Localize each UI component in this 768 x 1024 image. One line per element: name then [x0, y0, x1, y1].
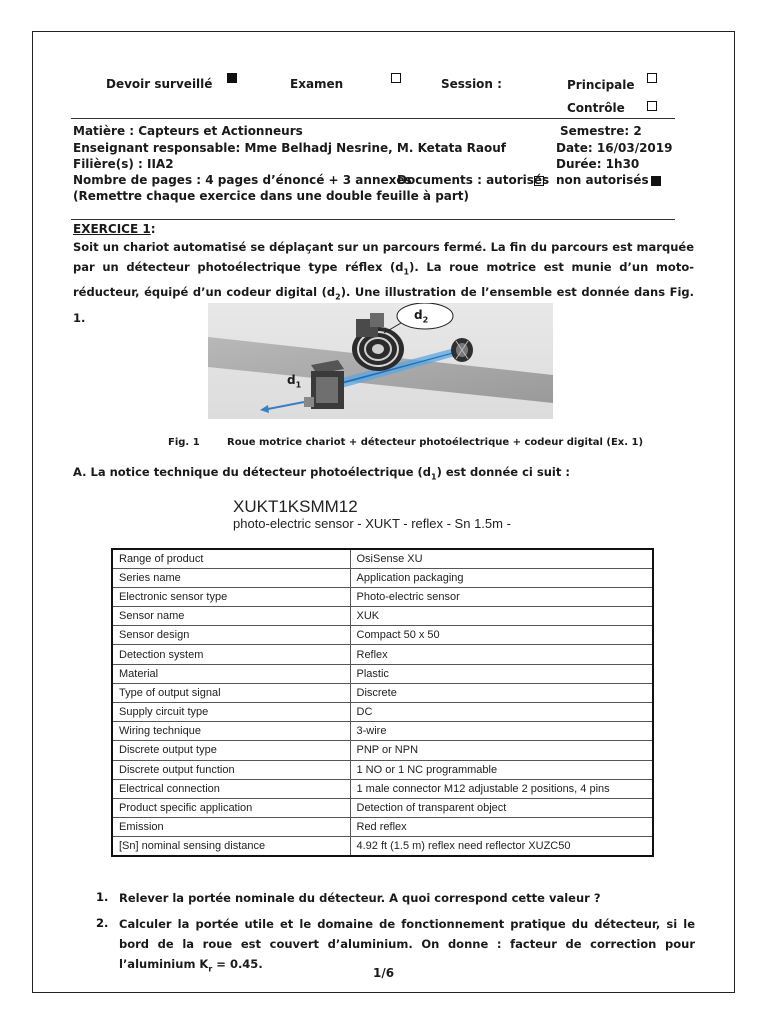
- header-divider-top: [71, 118, 675, 119]
- spec-key: [Sn] nominal sensing distance: [112, 837, 350, 856]
- principale-label: Principale: [567, 78, 635, 92]
- spec-value: Discrete: [350, 683, 653, 702]
- spec-row: [112, 549, 653, 568]
- spec-key: Detection system: [112, 645, 350, 664]
- exercise-title: [73, 222, 156, 236]
- documents-label: Documents : autorisés: [397, 173, 550, 187]
- spec-key: Material: [112, 664, 350, 683]
- exercise-title-colon: :: [150, 222, 156, 236]
- examen-checkbox[interactable]: [391, 73, 401, 83]
- spec-key: Type of output signal: [112, 683, 350, 702]
- question-1-number: 1.: [96, 890, 109, 904]
- controle-checkbox[interactable]: [647, 101, 657, 111]
- remettre-note: (Remettre chaque exercice dans une double feuille à part): [73, 189, 470, 203]
- matiere-text: Matière : Capteurs et Actionneurs: [73, 124, 303, 138]
- spec-value: OsiSense XU: [350, 549, 653, 568]
- spec-value: 1 male connector M12 adjustable 2 positions, 4 pins: [350, 779, 653, 798]
- product-title: XUKT1KSMM12: [233, 497, 358, 516]
- spec-row: [112, 645, 653, 664]
- spec-row: [112, 798, 653, 817]
- filiere-text: Filière(s) : IIA2: [73, 157, 174, 171]
- spec-key: Sensor design: [112, 626, 350, 645]
- principale-checkbox[interactable]: [647, 73, 657, 83]
- spec-key: Discrete output function: [112, 760, 350, 779]
- page-number: 1/6: [373, 966, 395, 980]
- label-d2-sub: 2: [422, 315, 429, 325]
- spec-row: [112, 837, 653, 856]
- figure-1-illustration: [208, 303, 553, 419]
- spec-key: Range of product: [112, 549, 350, 568]
- label-d1-letter: d: [287, 373, 296, 387]
- section-a-text-2: ) est donnée ci suit :: [436, 465, 570, 479]
- spec-row: [112, 818, 653, 837]
- spec-row: [112, 607, 653, 626]
- devoir-surveille-checkbox[interactable]: [227, 73, 237, 83]
- examen-label: Examen: [290, 77, 344, 91]
- spec-row: [112, 760, 653, 779]
- section-a-sub: 1: [431, 472, 437, 482]
- spec-value: 3-wire: [350, 722, 653, 741]
- spec-row: [112, 626, 653, 645]
- figure-caption-number: Fig. 1: [168, 437, 200, 448]
- spec-value: Photo-electric sensor: [350, 587, 653, 606]
- question-2-number: 2.: [96, 916, 109, 930]
- documents-autorises-checkbox[interactable]: [534, 176, 544, 186]
- section-a-intro: [73, 462, 570, 487]
- spec-key: Supply circuit type: [112, 703, 350, 722]
- spec-key: Series name: [112, 568, 350, 587]
- spec-value: DC: [350, 703, 653, 722]
- question-2-text: [119, 914, 695, 979]
- spec-value: Reflex: [350, 645, 653, 664]
- devoir-surveille-label: Devoir surveillé: [106, 77, 213, 91]
- spec-value: XUK: [350, 607, 653, 626]
- spec-key: Sensor name: [112, 607, 350, 626]
- figure-caption-text: Roue motrice chariot + détecteur photoélectrique + codeur digital (Ex. 1): [227, 437, 644, 448]
- controle-label: Contrôle: [567, 101, 625, 115]
- spec-key: Discrete output type: [112, 741, 350, 760]
- spec-key: Wiring technique: [112, 722, 350, 741]
- spec-value: 4.92 ft (1.5 m) reflex need reflector XUZC50: [350, 837, 653, 856]
- intro-part-3: ). Une illustration de l’ensemble est donnée dans Fig. 1.: [73, 285, 694, 325]
- header-divider-bottom: [71, 219, 675, 220]
- spec-row: [112, 568, 653, 587]
- question-2-main: Calculer la portée utile et le domaine de fonctionnement pratique du détecteur, si le bord de la roue est couvert d’aluminium. On donne : facteur de correction pour l’aluminium K: [119, 917, 695, 971]
- session-label: Session :: [441, 77, 502, 91]
- spec-row: [112, 741, 653, 760]
- intro-sub-1: 1: [403, 267, 410, 277]
- question-2-suffix: = 0.45.: [212, 957, 263, 971]
- spec-key: Emission: [112, 818, 350, 837]
- spec-row: [112, 587, 653, 606]
- nombre-pages-text: Nombre de pages : 4 pages d’énoncé + 3 annexes: [73, 173, 412, 187]
- label-d2: [414, 308, 428, 324]
- spec-table: [111, 548, 654, 857]
- semestre-text: Semestre: 2: [560, 124, 642, 138]
- spec-value: Detection of transparent object: [350, 798, 653, 817]
- intro-sub-2: 2: [335, 292, 341, 302]
- spec-value: Application packaging: [350, 568, 653, 587]
- non-autorises-checkbox[interactable]: [651, 176, 661, 186]
- spec-row: [112, 703, 653, 722]
- label-d2-letter: d: [414, 308, 423, 322]
- label-d1-sub: 1: [295, 380, 302, 390]
- spec-value: 1 NO or 1 NC programmable: [350, 760, 653, 779]
- date-text: Date: 16/03/2019: [556, 141, 673, 155]
- product-subtitle: photo-electric sensor - XUKT - reflex - Sn 1.5m -: [233, 516, 511, 531]
- spec-row: [112, 779, 653, 798]
- spec-table-body: [112, 549, 653, 856]
- duree-text: Durée: 1h30: [556, 157, 640, 171]
- section-a-text-1: A. La notice technique du détecteur photoélectrique (d: [73, 465, 431, 479]
- enseignant-text: Enseignant responsable: Mme Belhadj Nesrine, M. Ketata Raouf: [73, 141, 507, 155]
- spec-key: Electrical connection: [112, 779, 350, 798]
- figure-1: [208, 303, 553, 419]
- label-d1: [287, 373, 301, 389]
- question-2-sub: r: [208, 964, 213, 974]
- exercise-title-text: EXERCICE 1: [73, 222, 151, 236]
- spec-row: [112, 722, 653, 741]
- spec-key: Product specific application: [112, 798, 350, 817]
- spec-row: [112, 683, 653, 702]
- non-autorises-label: non autorisés: [556, 173, 649, 187]
- spec-row: [112, 664, 653, 683]
- spec-value: Red reflex: [350, 818, 653, 837]
- intro-part-1: Soit un chariot automatisé se déplaçant sur un parcours fermé. La fin du parcours est marquée par un détecteur photoélectrique type réflex (d: [73, 240, 694, 274]
- spec-value: Compact 50 x 50: [350, 626, 653, 645]
- spec-value: Plastic: [350, 664, 653, 683]
- question-1-text: Relever la portée nominale du détecteur. A quoi correspond cette valeur ?: [119, 891, 601, 905]
- intro-part-2: ). La roue motrice est munie d’un moto-réducteur, équipé d’un codeur digital (d: [73, 260, 694, 300]
- spec-value: PNP or NPN: [350, 741, 653, 760]
- spec-key: Electronic sensor type: [112, 587, 350, 606]
